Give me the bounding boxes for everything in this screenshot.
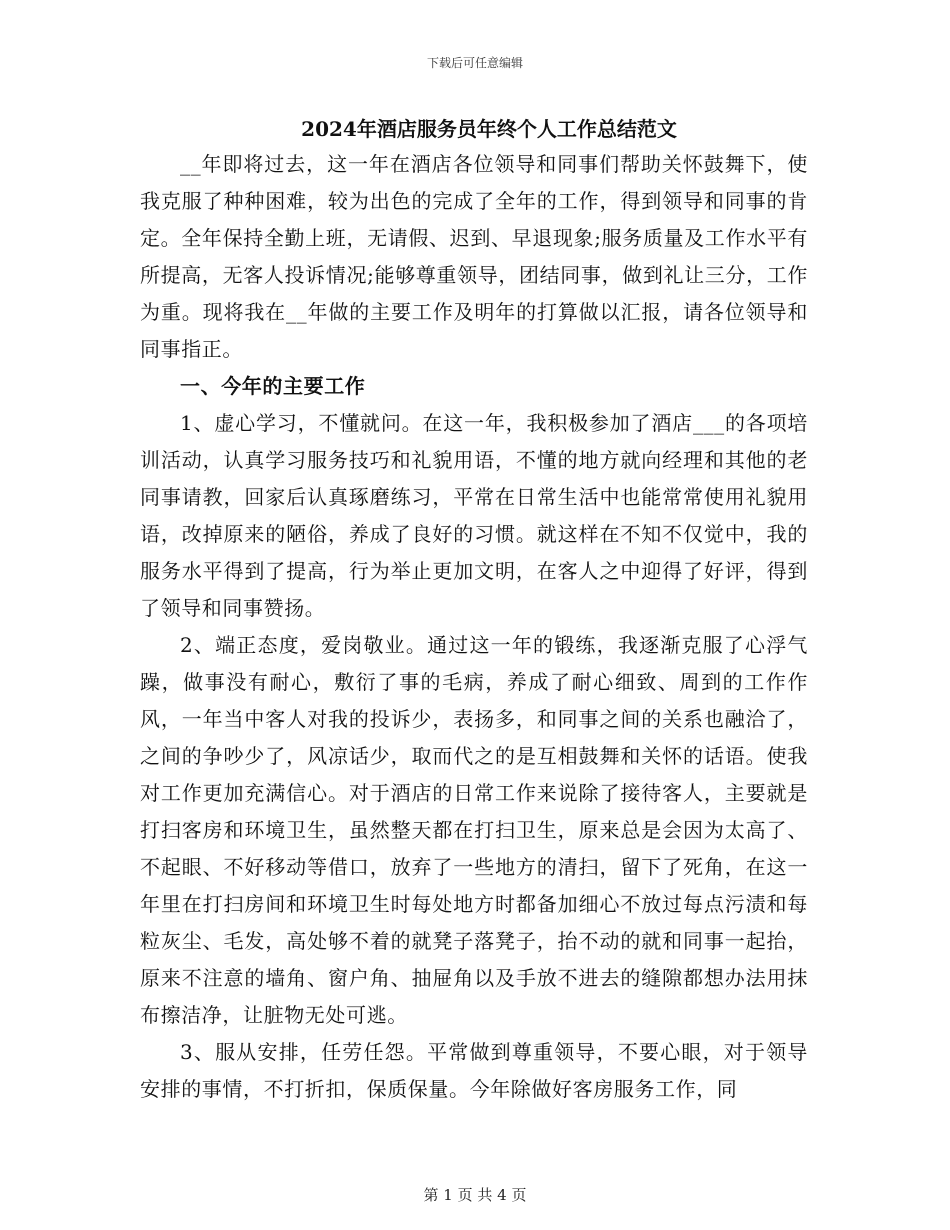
item-paragraph-3: 3、服从安排，任劳任怨。平常做到尊重领导，不要心眼，对于领导安排的事情，不打折扣，保质保量。今年除做好客房服务工作，同 — [140, 1040, 808, 1101]
page-header: 下载后可任意编辑 — [426, 56, 523, 70]
document-title: 2024年酒店服务员年终个人工作总结范文 — [301, 117, 677, 141]
item-paragraph-2: 2、端正态度，爱岗敬业。通过这一年的锻练，我逐渐克服了心浮气躁，做事没有耐心，敷衍了事的毛病，养成了耐心细致、周到的工作作风，一年当中客人对我的投诉少，表扬多，和同事之间的关系也融洽了，之间的争吵少了，风凉话少，取而代之的是互相鼓舞和关怀的话语。使我对工作更加充满信心。对于酒店的日常工作来说除了接待客人，主要就是打扫客房和环境卫生，虽然整天都在打扫卫生，原来总是会因为太高了、不起眼、不好移动等借口，放弃了一些地方的清扫，留下了死角，在这一年里在打扫房间和环境卫生时每处地方时都备加细心不放过每点污渍和每粒灰尘、毛发，高处够不着的就凳子落凳子，抬不动的就和同事一起抬，原来不注意的墙角、窗户角、抽屉角以及手放不进去的缝隙都想办法用抹布擦洁净，让脏物无处可逃。 — [140, 633, 808, 1027]
intro-paragraph: __年即将过去，这一年在酒店各位领导和同事们帮助关怀鼓舞下，使我克服了种种困难，较为出色的完成了全年的工作，得到领导和同事的肯定。全年保持全勤上班，无请假、迟到、早退现象;服务质量及工作水平有所提高，无客人投诉情况;能够尊重领导，团结同事，做到礼让三分，工作为重。现将我在__年做的主要工作及明年的打算做以汇报，请各位领导和同事指正。 — [140, 152, 808, 361]
section-heading: 一、今年的主要工作 — [180, 374, 366, 398]
item-paragraph-1: 1、虚心学习，不懂就问。在这一年，我积极参加了酒店___的各项培训活动，认真学习服务技巧和礼貌用语，不懂的地方就向经理和其他的老同事请教，回家后认真琢磨练习，平常在日常生活中也能常常使用礼貌用语，改掉原来的陋俗，养成了良好的习惯。就这样在不知不仅觉中，我的服务水平得到了提高，行为举止更加文明，在客人之中迎得了好评，得到了领导和同事赞扬。 — [140, 411, 808, 620]
page-footer: 第 1 页 共 4 页 — [423, 1186, 527, 1204]
document-body — [140, 112, 808, 1108]
